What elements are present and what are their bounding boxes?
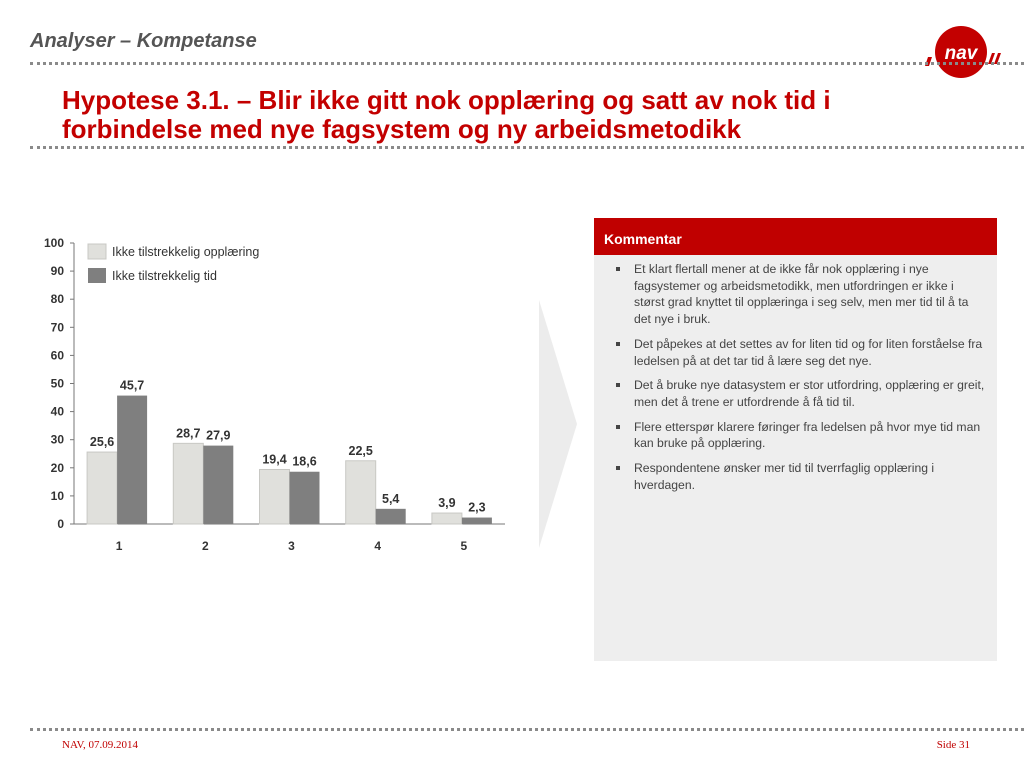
data-label: 22,5 [348, 443, 373, 458]
data-label: 27,9 [206, 428, 231, 443]
comment-list [594, 255, 997, 493]
comment-header: Kommentar [594, 218, 997, 255]
section-title: Analyser – Kompetanse [30, 30, 257, 52]
bar-opplaering [346, 461, 376, 524]
bar-tid [290, 472, 320, 524]
comment-item: Et klart flertall mener at de ikke får nok opplæring i nye fagsystemer og arbeidsmetodikk, men utfordringen er ikke i størst grad knyttet til opplæringa i seg selv, men mer tid til å ta det nye i bruk. [616, 261, 987, 328]
comment-panel [594, 218, 997, 661]
header-divider-top [30, 62, 1024, 65]
data-label: 3,9 [438, 496, 456, 511]
bar-tid [117, 396, 147, 524]
bar-tid [203, 446, 233, 524]
page-number: Side 31 [936, 739, 970, 751]
bar-opplaering [260, 469, 290, 524]
bar-tid [462, 518, 492, 524]
data-label: 2,3 [468, 500, 486, 515]
footer-divider [30, 728, 1024, 731]
data-label: 28,7 [176, 426, 201, 441]
bar-opplaering [87, 452, 117, 524]
y-tick-label: 100 [43, 236, 64, 250]
y-tick-label: 20 [50, 460, 64, 475]
data-label: 45,7 [119, 378, 145, 393]
page-title-line-2: forbindelse med nye fagsystem og ny arbeidsmetodikk [62, 114, 742, 144]
bar-chart [30, 228, 520, 568]
bar-tid [376, 509, 406, 524]
x-tick-label: 4 [374, 539, 382, 553]
page-title-line-1: Hypotese 3.1. – Blir ikke gitt nok opplæring og satt av nok tid i [62, 85, 831, 115]
y-tick-label: 60 [50, 348, 64, 363]
comment-item: Flere etterspør klarere føringer fra ledelsen på hvor mye tid man kan bruke på opplæring. [616, 419, 987, 452]
data-label: 5,4 [382, 491, 400, 506]
legend-label: Ikke tilstrekkelig tid [112, 269, 217, 283]
y-tick-label: 70 [50, 320, 64, 335]
footer-date: NAV, 07.09.2014 [62, 739, 138, 751]
logo-text: nav [944, 43, 978, 64]
comment-item: Det å bruke nye datasystem er stor utfordring, opplæring er greit, men det å trene er utfordrende å få tid til. [616, 377, 987, 410]
x-tick-label: 5 [460, 539, 468, 553]
data-label: 25,6 [89, 435, 115, 450]
x-tick-label: 2 [201, 539, 209, 553]
comment-item: Det påpekes at det settes av for liten tid og for liten forståelse fra ledelsen på at det tar tid å lære seg det nye. [616, 336, 987, 369]
y-tick-label: 40 [50, 404, 64, 419]
y-tick-label: 10 [50, 488, 64, 503]
data-label: 19,4 [262, 452, 287, 467]
y-tick-label: 80 [50, 292, 64, 307]
y-tick-label: 90 [50, 264, 64, 279]
chevron-arrow-icon [533, 300, 579, 548]
y-tick-label: 50 [50, 376, 64, 391]
bar-opplaering [432, 513, 462, 524]
bar-opplaering [173, 443, 203, 524]
comment-item: Respondentene ønsker mer tid til tverrfaglig opplæring i hverdagen. [616, 460, 987, 493]
legend-swatch [88, 268, 106, 283]
y-tick-label: 0 [57, 517, 64, 531]
page-title [62, 86, 962, 144]
legend-label: Ikke tilstrekkelig opplæring [112, 245, 260, 259]
x-tick-label: 1 [115, 539, 123, 553]
nav-logo [918, 24, 1010, 80]
header-divider-bottom [30, 146, 1024, 149]
y-tick-label: 30 [50, 432, 64, 447]
x-tick-label: 3 [288, 539, 295, 553]
data-label: 18,6 [292, 454, 317, 469]
legend-swatch [88, 244, 106, 259]
